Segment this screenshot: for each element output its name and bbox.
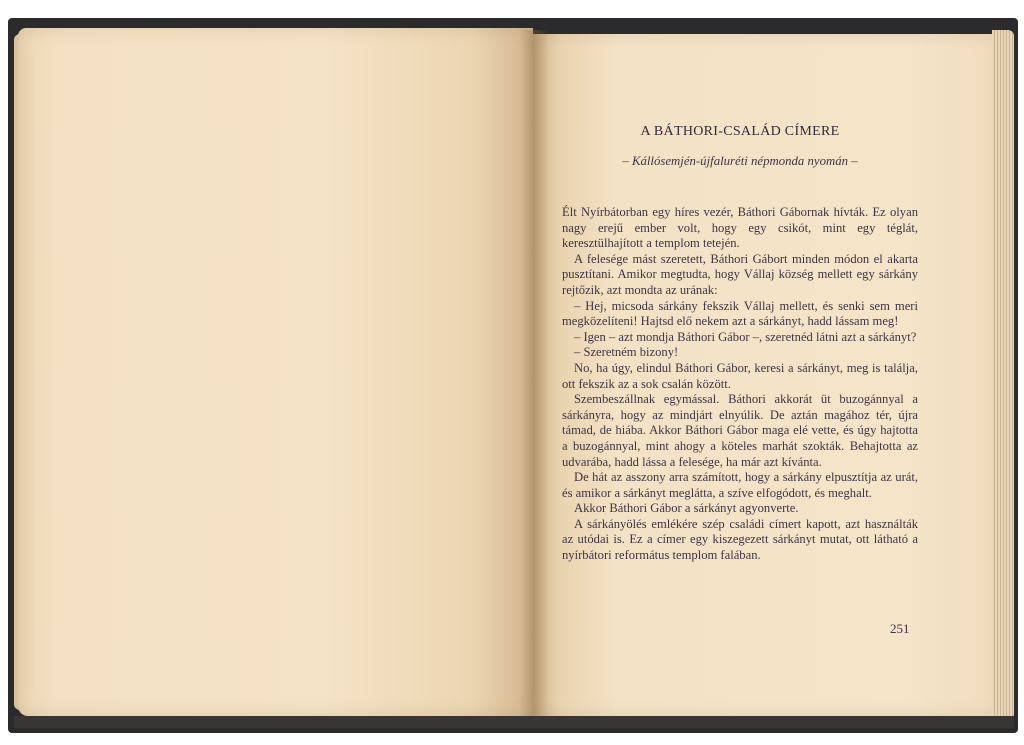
paragraph: No, ha úgy, elindul Báthori Gábor, keresi a sárkányt, meg is találja, ott fekszik az a sok csalán között. xyxy=(562,360,918,391)
page-stack-edge xyxy=(992,30,1014,720)
page-number: 251 xyxy=(890,621,910,636)
paragraph: – Szeretném bizony! xyxy=(574,345,679,360)
paragraph: Szembeszállnak egymással. Báthori akkorát üt buzogánnyal a sárkányra, hogy az mindjárt elnyúlik. De aztán magához tér, újra támad, de hiába. Akkor Báthori Gábor maga elé vette, és úgy hajtotta a buzogánnyal, mint ahogy a köteles marhát szokták. Behajtotta az udvarába, hadd lássa a felesége, ha már azt kívánta. xyxy=(562,392,918,469)
book-gutter xyxy=(519,30,549,718)
left-page-blank xyxy=(18,28,533,716)
paragraph: Élt Nyírbátorban egy híres vezér, Báthori Gábornak hívták. Ez olyan nagy erejű ember volt, hogy egy csikót, mint egy téglát, keresztülhajított a templom tetején. xyxy=(562,205,918,251)
story-title: A BÁTHORI-CSALÁD CÍMERE xyxy=(640,124,840,139)
paragraph: A felesége mást szeretett, Báthori Gábort minden módon el akarta pusztítani. Amikor megtudta, hogy Vállaj község mellett egy sárkány rejtőzik, azt mondta az urának: xyxy=(562,251,918,297)
paragraph: De hát az asszony arra számított, hogy a sárkány elpusztítja az urát, és amikor a sárkányt meglátta, a szíve elfogódott, és meghalt. xyxy=(562,470,918,500)
bottom-shadow xyxy=(14,716,1014,728)
story-text xyxy=(562,205,918,564)
paragraph: Akkor Báthori Gábor a sárkányt agyonverte. xyxy=(574,501,799,516)
paragraph: – Igen – azt mondja Báthori Gábor –, szeretnéd látni azt a sárkányt? xyxy=(574,329,917,344)
paragraph: – Hej, micsoda sárkány fekszik Vállaj mellett, és senki sem meri megközelíteni! Hajtsd elő nekem azt a sárkányt, hadd lássam meg! xyxy=(562,298,918,329)
paragraph: A sárkányölés emlékére szép családi címert kapott, azt használták az utódai is. Ez a címer egy kiszegezett sárkányt mutat, ott látható a nyírbátori református templom falában. xyxy=(562,516,918,563)
story-subtitle: – Kállósemjén-újfaluréti népmonda nyomán – xyxy=(622,154,858,168)
